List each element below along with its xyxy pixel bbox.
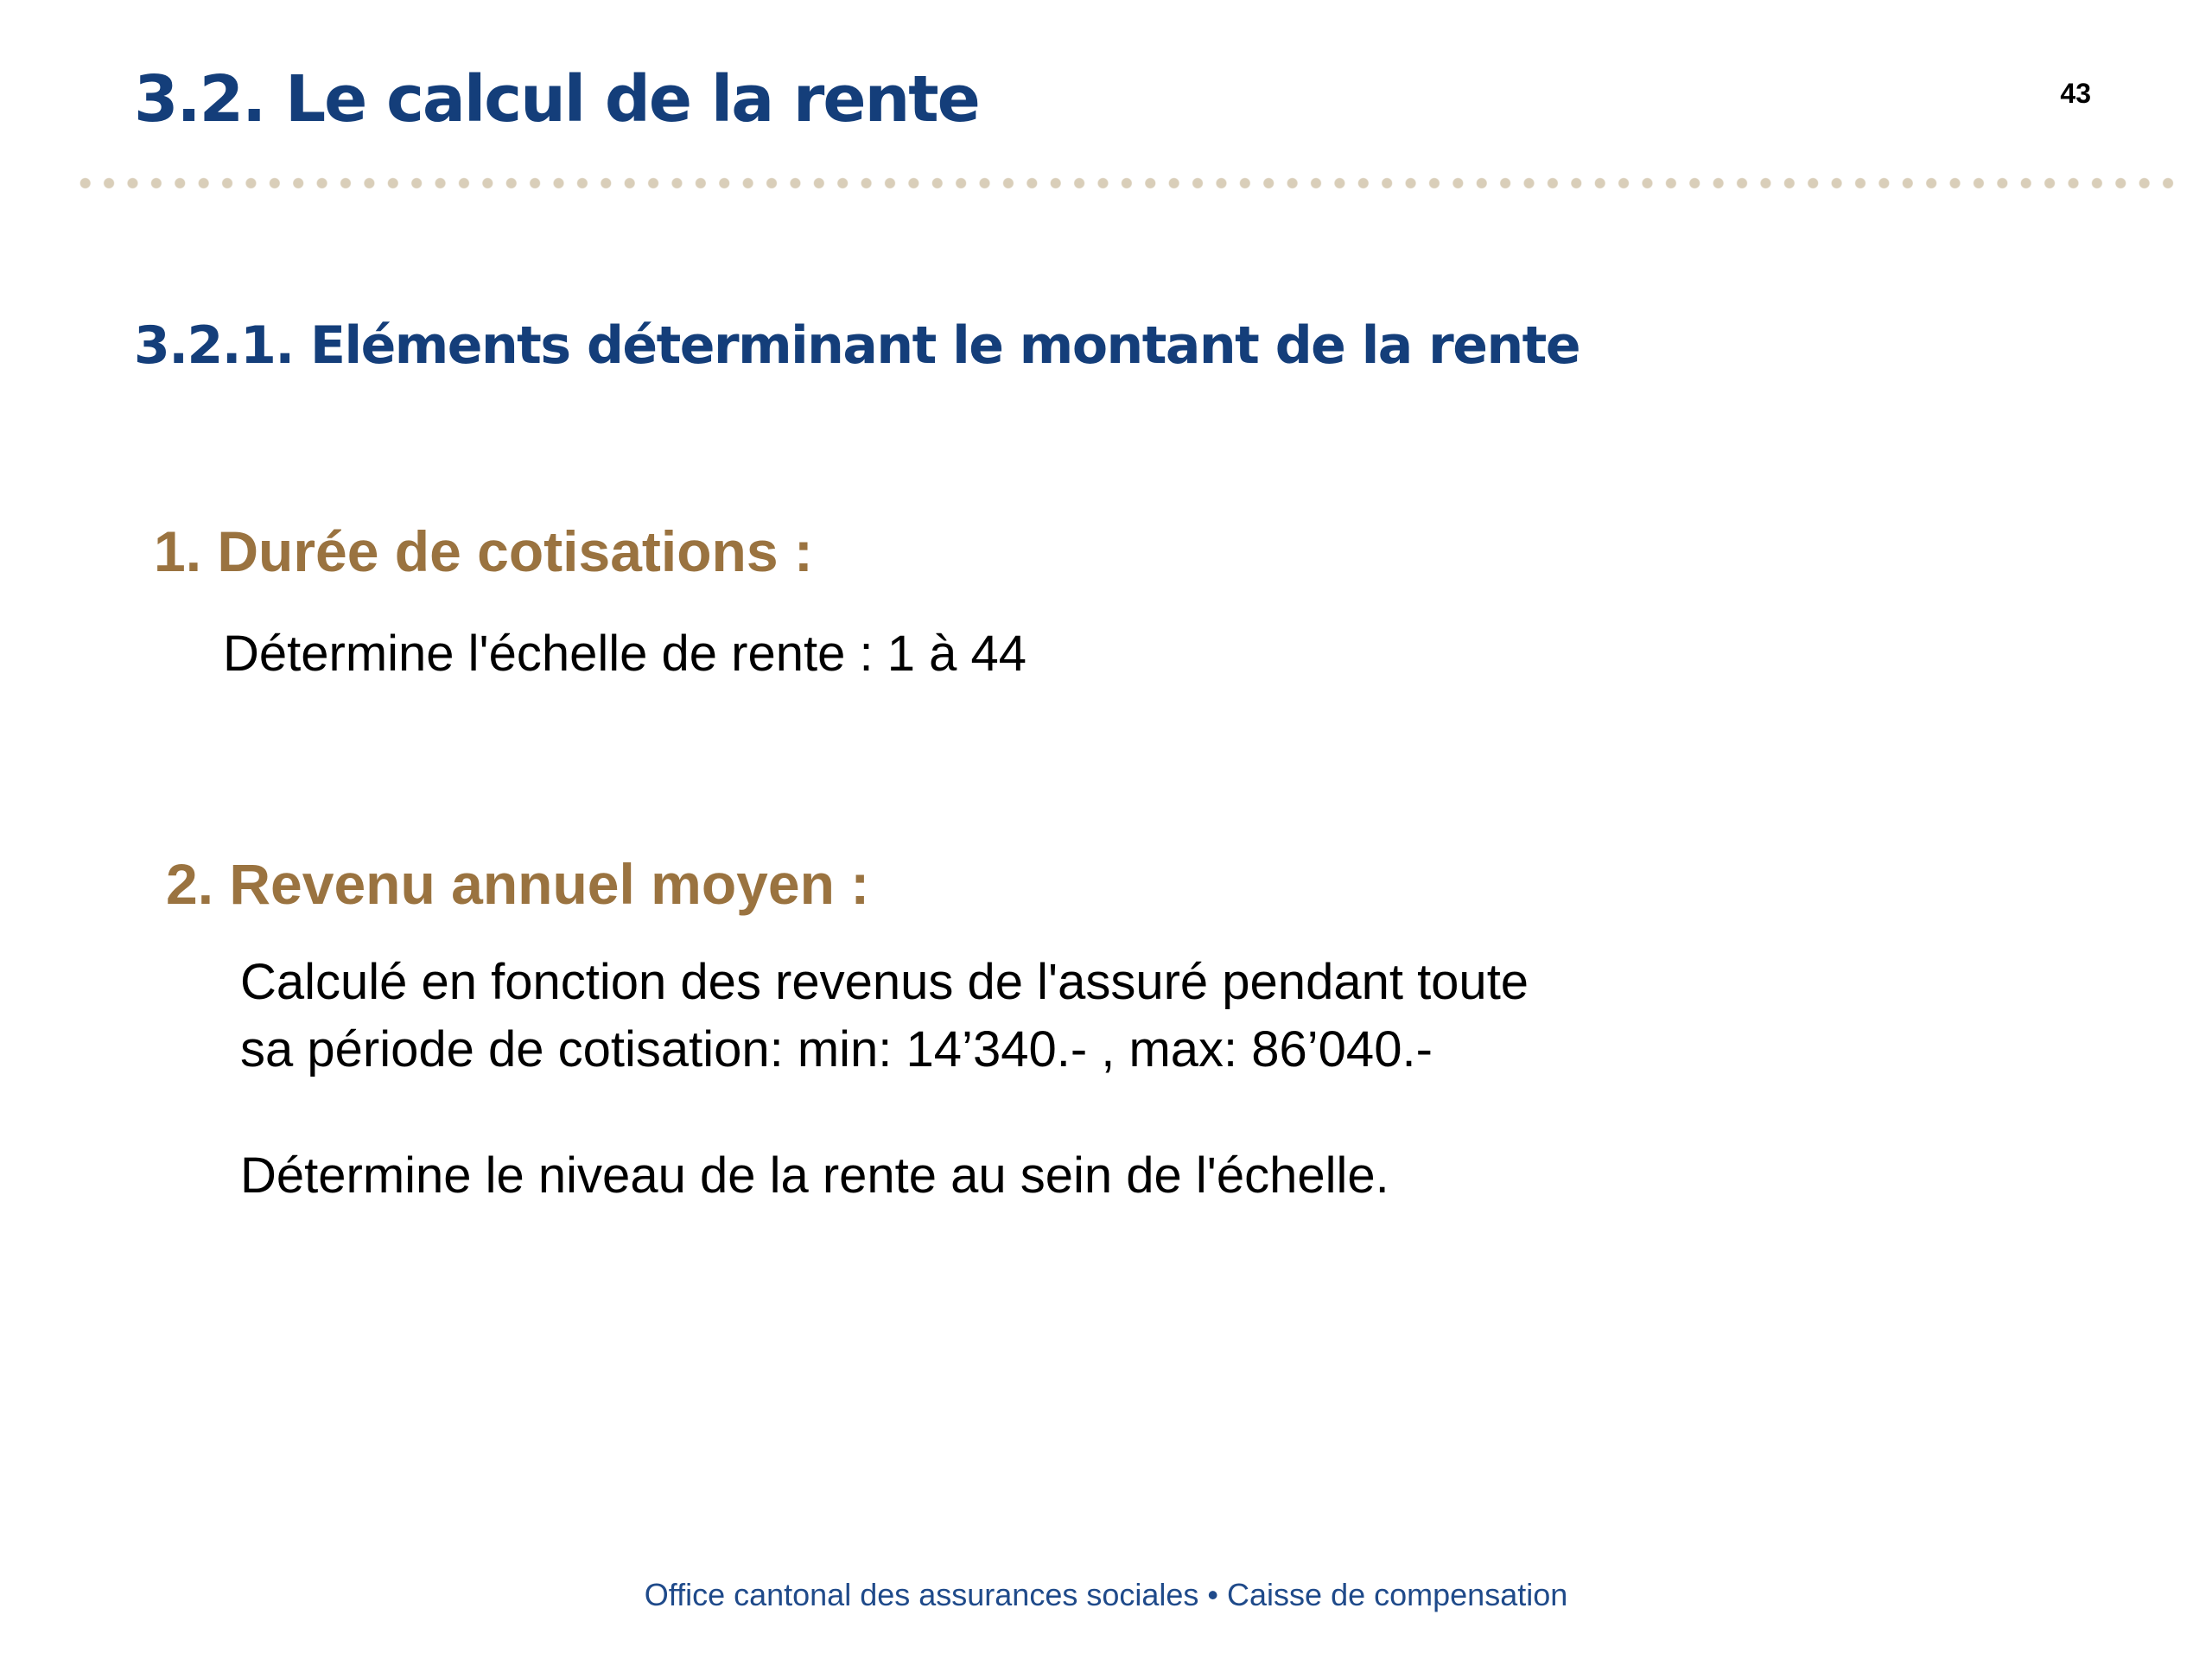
footer-department: Caisse de compensation bbox=[1227, 1577, 1568, 1612]
footer-organization: Office cantonal des assurances sociales bbox=[644, 1577, 1199, 1612]
dotted-divider bbox=[73, 177, 2182, 189]
section-2-note: Détermine le niveau de la rente au sein de l'échelle. bbox=[240, 1147, 1389, 1204]
section-2-body-line-2: sa période de cotisation: min: 14’340.- , max: 86’040.- bbox=[240, 1021, 1433, 1077]
section-2-body-line-1: Calculé en fonction des revenus de l'assuré pendant toute bbox=[240, 954, 1529, 1010]
footer bbox=[0, 1577, 2212, 1612]
section-1-body: Détermine l'échelle de rente : 1 à 44 bbox=[223, 626, 1027, 682]
footer-separator: • bbox=[1207, 1577, 1219, 1612]
section-1-heading: 1. Durée de cotisations : bbox=[154, 519, 813, 583]
slide-title: 3.2. Le calcul de la rente bbox=[134, 62, 979, 137]
section-subtitle: 3.2.1. Eléments déterminant le montant de la rente bbox=[134, 315, 1580, 376]
page-number: 43 bbox=[2060, 78, 2091, 109]
section-2-heading: 2. Revenu annuel moyen : bbox=[166, 852, 870, 916]
